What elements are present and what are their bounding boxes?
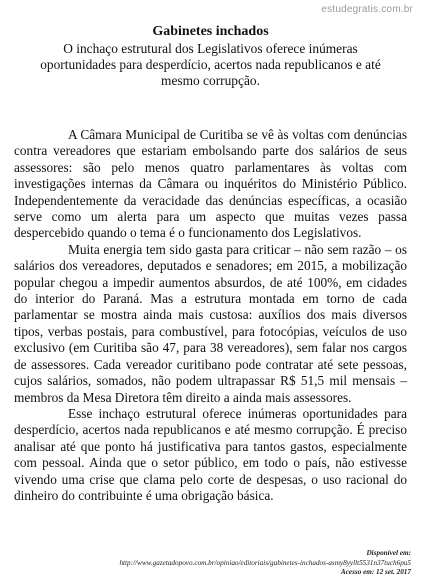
source-available-label: Disponível em: [366, 549, 411, 557]
article-body [14, 127, 407, 504]
article-header [0, 24, 421, 89]
article-title: Gabinetes inchados [152, 24, 269, 39]
article-paragraph-3: Esse inchaço estrutural oferece inúmeras oportunidades para desperdício, acertos nada republicanos e até mesmo corrupção. É preciso analisar até que ponto há justificativa para tantos gastos, especialmente com pessoal. Ainda que o setor público, em todo o país, não estivesse vivendo uma crise que clama pelo corte de despesas, o uso racional do dinheiro do contribuinte é uma obrigação básica. [14, 405, 407, 503]
site-watermark: estudegratis.com.br [321, 4, 413, 15]
article-paragraph-1: A Câmara Municipal de Curitiba se vê às voltas com denúncias contra vereadores que estariam embolsando parte dos salários de seus assessores: são pelo menos quatro parlamentares às voltas com investigações internas da Câmara ou inquéritos do Ministério Público. Independentemente da veracidade das denúncias específicas, a ocasião serve como um alerta para um aspecto que muitas vezes passa despercebido quando o tema é o funcionamento dos Legislativos. [14, 127, 407, 241]
source-url[interactable]: http://www.gazetadopovo.com.br/opiniao/editoriais/gabinetes-inchados-asmy8yyllt5531n37tuch6pu5 [119, 558, 411, 567]
article-paragraph-2: Muita energia tem sido gasta para criticar – não sem razão – os salários dos vereadores, deputados e senadores; em 2015, a mobilização popular chegou a impedir aumentos absurdos, de até 100%, em cidades do interior do Paraná. Mas a estrutura montada em torno de cada parlamentar se mostra ainda mais custosa: auxílios dos mais diversos tipos, verbas postais, para combustível, para fotocópias, veículos de uso exclusivo (em Curitiba são 47, para 38 vereadores), sem falar nos cargos de assessores. Cada vereador curitibano pode contratar até sete pessoas, cujos salários, somados, não podem ultrapassar R$ 51,5 mil mensais – membros da Mesa Diretora têm direito a ainda mais assessores. [14, 241, 407, 405]
source-accessed-date: Acesso em: 12 set. 2017 [340, 568, 411, 576]
article-subtitle: O inchaço estrutural dos Legislativos oferece inúmeras oportunidades para desperdício, acertos nada republicanos e até mesmo corrupção. [40, 41, 381, 88]
source-citation [11, 549, 411, 578]
